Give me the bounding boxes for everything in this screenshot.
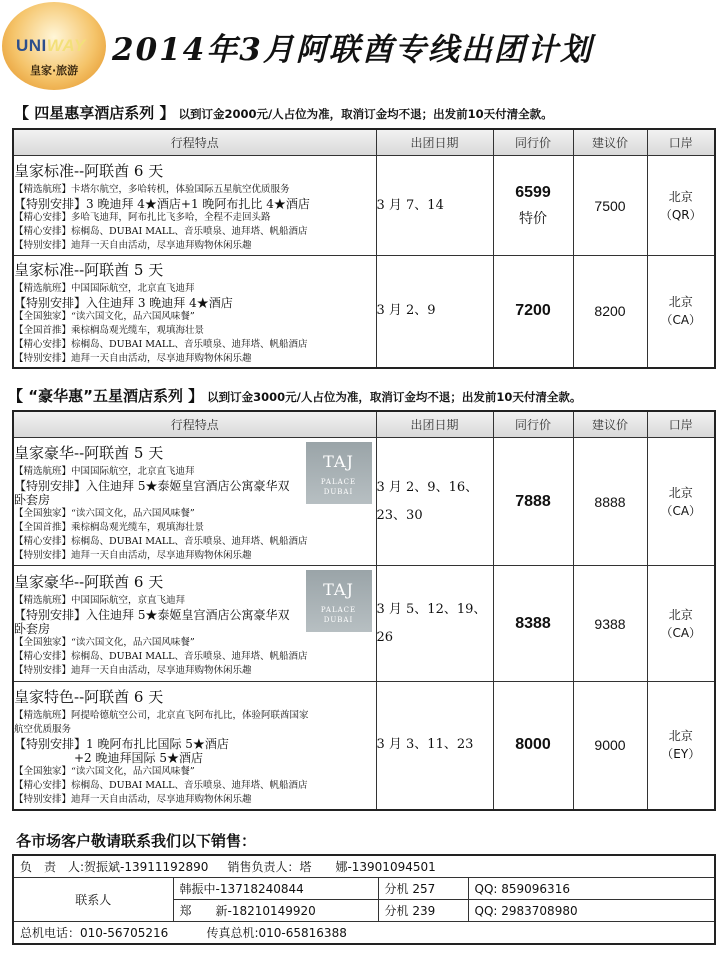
itinerary-line: 【精选航班】中国国际航空，京直飞迪拜: [14, 595, 186, 606]
peer-price: 8000: [493, 682, 573, 810]
contact-name: 韩振中-13718240844: [173, 878, 378, 900]
itinerary-title: 皇家豪华--阿联酋 5 天: [14, 444, 164, 462]
col-port: 口岸: [647, 129, 715, 156]
section1-header: [14, 102, 553, 123]
itinerary-line: 【特别安排】入住迪拜 5★泰姬皇宫酒店公寓豪华双卧套房: [14, 479, 290, 507]
port-cell: [647, 682, 715, 810]
suggested-price: 8888: [573, 438, 647, 566]
itinerary-title: 皇家豪华--阿联酋 6 天: [14, 573, 164, 591]
suggested-price: 7500: [573, 156, 647, 256]
itinerary-cell: [13, 256, 376, 368]
col-feature: 行程特点: [13, 129, 376, 156]
itinerary-line: 【精选航班】阿提哈德航空公司，北京直飞阿布扎比，体验阿联酋国家航空优质服务: [14, 709, 309, 735]
itinerary-line: 【精心安排】多哈飞迪拜，阿布扎比飞多哈，全程不走回头路: [14, 212, 271, 223]
col-port: 口岸: [647, 411, 715, 438]
peer-price: 7200: [493, 256, 573, 368]
itinerary-line: 【全国独家】“读六国文化，品六国风味餐”: [14, 637, 195, 648]
itinerary-line: 【全国独家】“读六国文化，品六国风味餐”: [14, 310, 195, 322]
port-city: 北京: [668, 189, 693, 204]
contact-row: [13, 878, 715, 900]
fax-number: 传真总机:010-65816388: [206, 926, 347, 940]
col-suggested-price: 建议价: [573, 411, 647, 438]
col-suggested-price: 建议价: [573, 129, 647, 156]
itinerary-cell: [13, 682, 376, 810]
itinerary-line: 【特别安排】迪拜一天自由活动，尽享迪拜购物休闲乐趣: [14, 793, 252, 805]
table-row: [13, 682, 715, 810]
departure-dates: 3 月 2、9: [376, 256, 493, 368]
departure-dates: 3 月 3、11、23: [376, 682, 493, 810]
suggested-price: 8200: [573, 256, 647, 368]
itinerary-line: 【全国独家】“读六国文化，品六国风味餐”: [14, 765, 195, 777]
uniway-logo: [2, 2, 106, 90]
contact-ext: 分机 257: [378, 878, 468, 900]
contact-title: 各市场客户敬请联系我们以下销售：: [16, 832, 257, 850]
port-code: （CA）: [660, 625, 702, 640]
port-code: （EY）: [661, 747, 701, 762]
itinerary-line: +2 晚迪拜国际 5★酒店: [74, 750, 203, 765]
itinerary-cell: [13, 566, 376, 682]
port-code: （CA）: [660, 313, 702, 328]
section1-title: 【 四星惠享酒店系列 】: [14, 104, 175, 122]
peer-price: 7888: [493, 438, 573, 566]
table-header-row: [13, 411, 715, 438]
itinerary-line: 【精选航班】中国国际航空，北京直飞迪拜: [14, 466, 195, 477]
port-city: 北京: [668, 485, 693, 500]
phone-cell: [13, 922, 715, 945]
itinerary-line: 【特别安排】3 晚迪拜 4★酒店+1 晚阿布扎比 4★酒店: [14, 197, 310, 211]
port-cell: [647, 256, 715, 368]
four-star-table: [12, 128, 716, 369]
contact-ext: 分机 239: [378, 900, 468, 922]
page-title: 2014年3月阿联酋专线出团计划: [112, 32, 593, 68]
itinerary-line: 【特别安排】1 晚阿布扎比国际 5★酒店: [14, 736, 229, 751]
sales-leader-contact: 销售负责人：塔 娜-13901094501: [227, 860, 436, 874]
itinerary-title: 皇家特色--阿联酋 6 天: [14, 687, 164, 706]
section2-note: 以到订金3000元/人占位为准，取消订金均不退；出发前10天付清全款。: [207, 390, 582, 404]
suggested-price: 9000: [573, 682, 647, 810]
itinerary-line: 【特别安排】迪拜一天自由活动，尽享迪拜购物休闲乐趣: [14, 352, 252, 364]
itinerary-line: 【全国首推】乘棕榈岛观光缆车，观填海壮景: [14, 324, 205, 336]
itinerary-title: 皇家标准--阿联酋 6 天: [14, 162, 164, 180]
taj-palace-logo: TAJ PALACE DUBAI: [306, 442, 372, 504]
col-peer-price: 同行价: [493, 411, 573, 438]
table-header-row: [13, 129, 715, 156]
itinerary-line: 【精心安排】棕榈岛、DUBAI MALL、音乐喷泉、迪拜塔、帆船酒店: [14, 779, 308, 791]
contact-label: 联系人: [13, 878, 173, 922]
table-row: [13, 256, 715, 368]
itinerary-line: 【特别安排】迪拜一天自由活动，尽享迪拜购物休闲乐趣: [14, 240, 252, 251]
peer-price: [493, 156, 573, 256]
leader-cell: [13, 855, 715, 878]
table-row: [13, 566, 715, 682]
col-feature: 行程特点: [13, 411, 376, 438]
contact-name: 郑 新-18210149920: [173, 900, 378, 922]
price-value: 6599: [515, 183, 551, 201]
contact-table: [12, 854, 716, 945]
peer-price: 8388: [493, 566, 573, 682]
port-city: 北京: [668, 607, 693, 622]
itinerary-cell: [13, 438, 376, 566]
main-phone: 总机电话：010-56705216: [20, 926, 169, 940]
port-cell: [647, 438, 715, 566]
leader-contact: 负 责 人:贺振斌-13911192890: [20, 860, 209, 874]
section1-note: 以到订金2000元/人占位为准，取消订金均不退；出发前10天付清全款。: [178, 107, 553, 121]
contact-qq: QQ: 859096316: [468, 878, 715, 900]
itinerary-line: 【全国独家】“读六国文化，品六国风味餐”: [14, 508, 195, 519]
itinerary-line: 【全国首推】乘棕榈岛观光缆车，观填海壮景: [14, 522, 205, 533]
port-code: （QR）: [659, 207, 702, 222]
port-city: 北京: [668, 729, 693, 744]
col-date: 出团日期: [376, 129, 493, 156]
five-star-table: [12, 410, 716, 811]
port-cell: [647, 566, 715, 682]
itinerary-line: 【精选航班】中国国际航空，北京直飞迪拜: [14, 282, 195, 294]
itinerary-line: 【特别安排】入住迪拜 3 晚迪拜 4★酒店: [14, 295, 233, 310]
itinerary-line: 【特别安排】入住迪拜 5★泰姬皇宫酒店公寓豪华双卧套房: [14, 608, 290, 636]
departure-dates: 3 月 7、14: [376, 156, 493, 256]
departure-dates: 3 月 5、12、19、26: [376, 566, 493, 682]
itinerary-line: 【精心安排】棕榈岛、DUBAI MALL、音乐喷泉、迪拜塔、帆船酒店: [14, 651, 308, 662]
itinerary-title: 皇家标准--阿联酋 5 天: [14, 260, 164, 279]
contact-qq: QQ: 2983708980: [468, 900, 715, 922]
section2-title: 【 “豪华惠”五星酒店系列 】: [8, 387, 204, 405]
itinerary-line: 【精心安排】棕榈岛、DUBAI MALL、音乐喷泉、迪拜塔、帆船酒店: [14, 226, 308, 237]
suggested-price: 9388: [573, 566, 647, 682]
itinerary-line: 【特别安排】迪拜一天自由活动，尽享迪拜购物休闲乐趣: [14, 550, 252, 561]
logo-wordmark: UNIWAY: [16, 36, 86, 55]
table-row: [13, 438, 715, 566]
section2-header: [8, 385, 581, 406]
col-date: 出团日期: [376, 411, 493, 438]
special-price-label: 特价: [519, 210, 547, 227]
table-row: [13, 156, 715, 256]
itinerary-line: 【精心安排】棕榈岛、DUBAI MALL、音乐喷泉、迪拜塔、帆船酒店: [14, 338, 308, 350]
contact-row-phone: [13, 922, 715, 945]
itinerary-cell: [13, 156, 376, 256]
contact-row-leaders: [13, 855, 715, 878]
itinerary-line: 【特别安排】迪拜一天自由活动，尽享迪拜购物休闲乐趣: [14, 665, 252, 676]
col-peer-price: 同行价: [493, 129, 573, 156]
taj-palace-logo: TAJ PALACE DUBAI: [306, 570, 372, 632]
departure-dates: 3 月 2、9、16、23、30: [376, 438, 493, 566]
itinerary-line: 【精选航班】卡塔尔航空，多哈转机，体验国际五星航空优质服务: [14, 184, 290, 195]
port-code: （CA）: [660, 503, 702, 518]
itinerary-line: 【精心安排】棕榈岛、DUBAI MALL、音乐喷泉、迪拜塔、帆船酒店: [14, 536, 308, 547]
logo-tagline: 皇家·旅游: [30, 64, 79, 77]
port-city: 北京: [668, 295, 693, 310]
port-cell: [647, 156, 715, 256]
